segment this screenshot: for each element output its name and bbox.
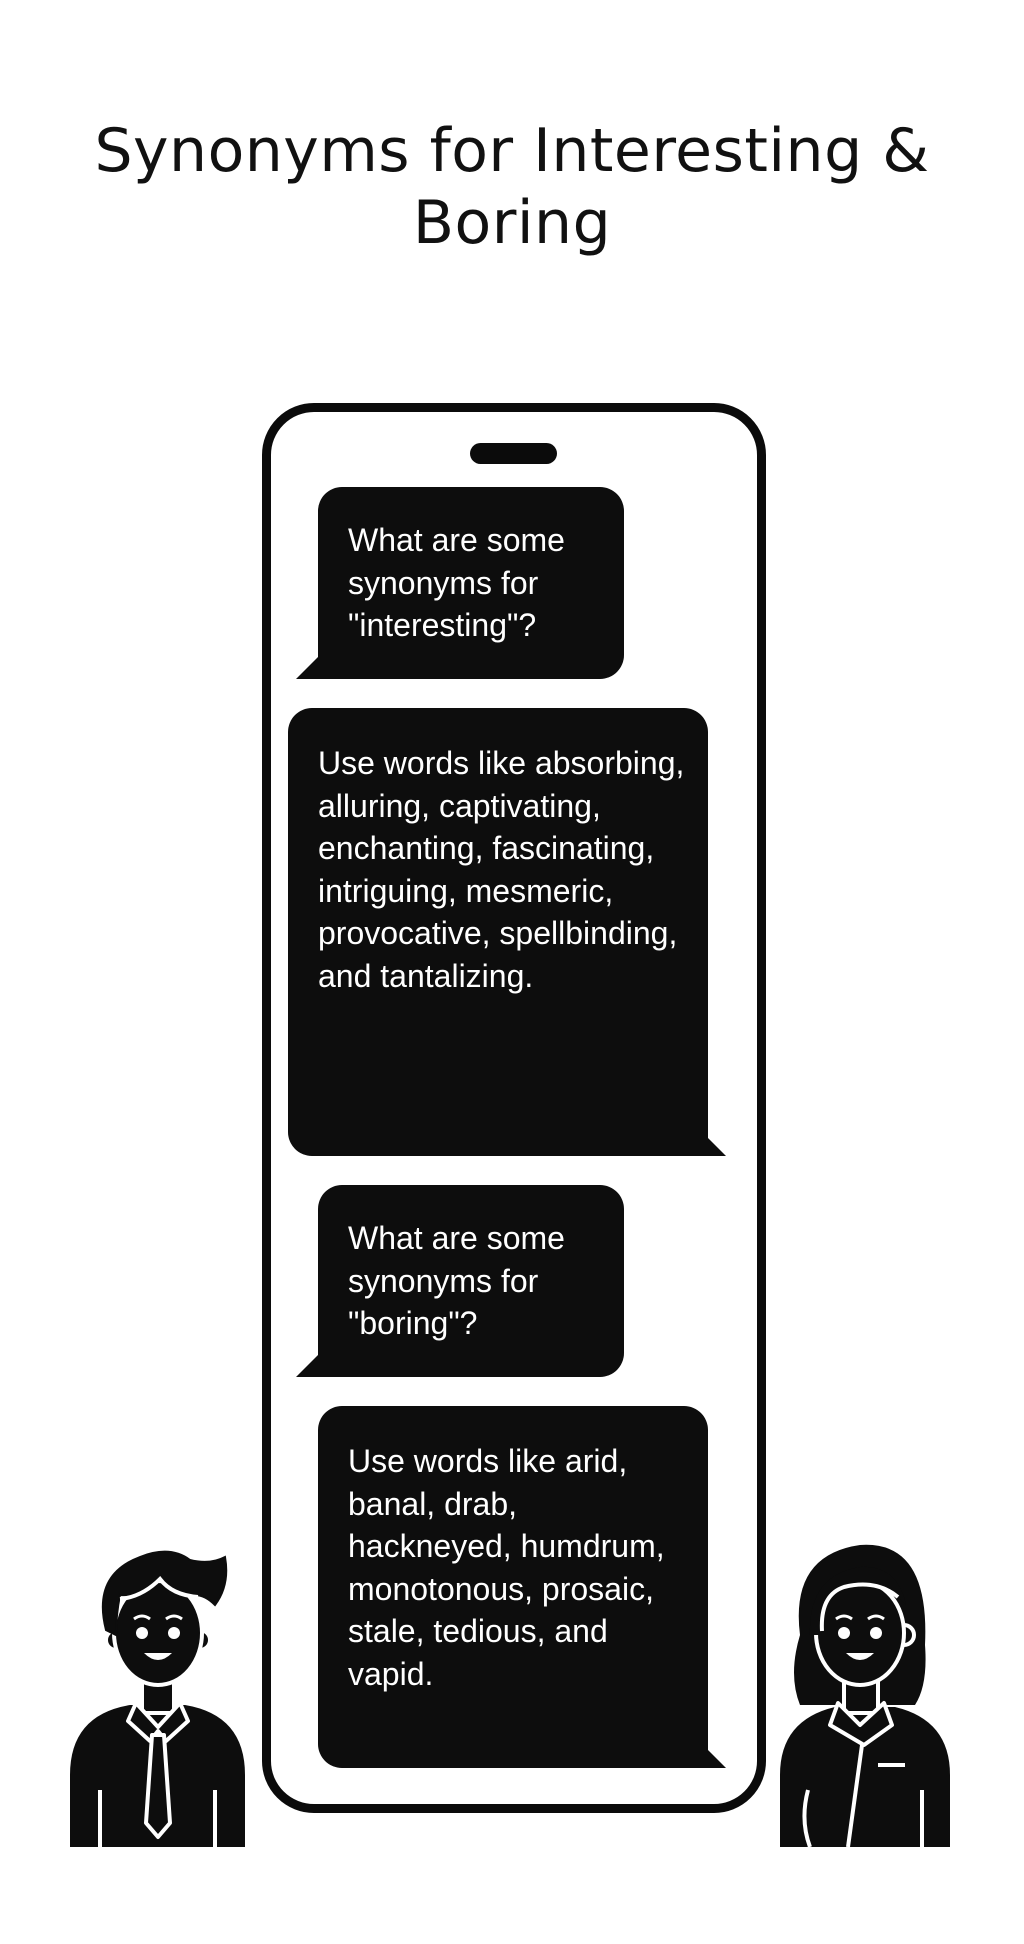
chat-bubble-text: What are some synonyms for "interesting"? xyxy=(348,522,565,643)
chat-bubble-answer-interesting xyxy=(288,708,708,1156)
chat-bubble-question-boring xyxy=(318,1185,624,1377)
chat-bubble-text: Use words like absorbing, alluring, captivating, enchanting, fascinating, intriguing, mesmeric, provocative, spellbinding, and tantalizing. xyxy=(318,745,685,994)
page-title: Synonyms for Interesting & Boring xyxy=(94,116,930,258)
chat-bubble-question-interesting xyxy=(318,487,624,679)
phone-speaker-slot xyxy=(470,443,557,464)
chat-bubble-text: What are some synonyms for "boring"? xyxy=(348,1220,565,1341)
chat-bubble-text: Use words like arid, banal, drab, hackneyed, humdrum, monotonous, prosaic, stale, tedious, and vapid. xyxy=(348,1443,665,1692)
man-with-tie-icon xyxy=(70,1535,245,1847)
chat-bubble-answer-boring xyxy=(318,1406,708,1768)
woman-icon xyxy=(780,1535,950,1847)
